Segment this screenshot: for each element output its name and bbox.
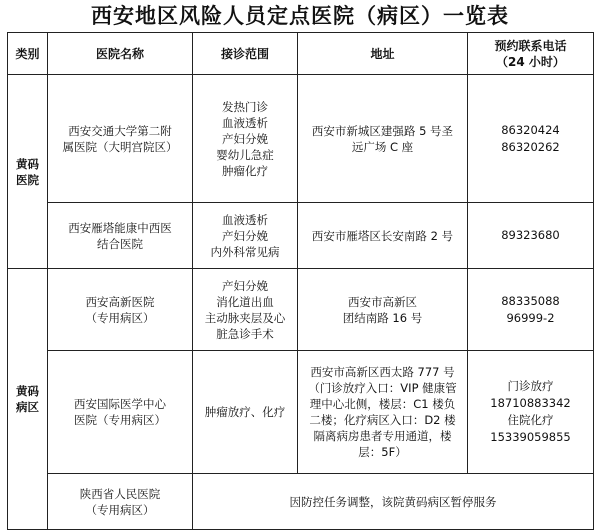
table-row [8, 203, 594, 269]
phone-cell [468, 75, 594, 203]
address-line: 远广场 C 座 [351, 139, 414, 154]
category-cell [8, 269, 48, 530]
hospital-name-line: 西安高新医院 [85, 294, 155, 309]
hospital-name-line: 陕西省人民医院 [79, 486, 161, 501]
header-scope: 接诊范围 [193, 33, 298, 75]
hospital-name-line: （专用病区） [85, 502, 155, 517]
address-line: 隔离病房患者专用通道，楼 [313, 429, 452, 443]
address-cell [298, 75, 468, 203]
header-phone-line1: 预约联系电话 [494, 38, 567, 53]
address-line: 团结南路 16 号 [342, 310, 423, 325]
scope-cell [193, 269, 298, 351]
phone-line: 15339059855 [490, 430, 571, 444]
notice-text: 因防控任务调整，该院黄码病区暂停服务 [289, 494, 497, 509]
scope-line: 内外科常见病 [210, 244, 280, 259]
address-line: 西安市高新区西太路 777 号 [310, 365, 455, 379]
phone-line: 86320424 [501, 122, 560, 137]
address-line: 西安市高新区 [348, 294, 417, 309]
address-line: 理中心北侧，楼层：C1 楼负 [309, 397, 456, 411]
scope-cell [193, 351, 298, 474]
address-line: （门诊放疗入口：VIP 健康管 [308, 381, 457, 395]
header-address: 地址 [298, 33, 468, 75]
header-phone-line2: （24 小时） [496, 54, 565, 69]
scope-line: 主动脉夹层及心 [204, 310, 286, 325]
scope-line: 婴幼儿急症 [216, 147, 274, 162]
scope-cell [193, 203, 298, 269]
scope-line: 产妇分娩 [222, 278, 268, 293]
header-row [8, 33, 594, 75]
scope-line: 产妇分娩 [222, 228, 268, 243]
hospital-name-line: 属医院（大明宫院区） [62, 139, 178, 154]
phone-cell [468, 269, 594, 351]
address-cell [298, 351, 468, 474]
phone-line: 88335088 [501, 293, 560, 308]
hospital-name-line: 西安交通大学第二附 [68, 123, 172, 138]
category-label: 病区 [16, 400, 39, 414]
phone-line: 86320262 [501, 139, 560, 154]
header-name: 医院名称 [48, 33, 193, 75]
hospital-name-cell [48, 203, 193, 269]
table-row [8, 474, 594, 530]
address-line: 西安市新城区建强路 5 号圣 [311, 123, 454, 138]
address-cell [298, 203, 468, 269]
address-line: 二楼；化疗病区入口：D2 楼 [309, 413, 456, 427]
table-row [8, 75, 594, 203]
scope-line: 肿瘤化疗 [222, 163, 268, 178]
hospital-name-cell [48, 351, 193, 474]
phone-line: 89323680 [501, 228, 560, 242]
hospital-name-cell [48, 75, 193, 203]
scope-line: 肿瘤放疗、化疗 [204, 405, 286, 419]
notice-cell [193, 474, 594, 530]
address-cell [298, 269, 468, 351]
hospital-name-cell [48, 269, 193, 351]
hospital-name-cell [48, 474, 193, 530]
category-label: 黄码 [16, 384, 39, 398]
scope-line: 消化道出血 [216, 294, 274, 309]
category-label: 医院 [16, 172, 39, 187]
table-row [8, 269, 594, 351]
address-line: 西安市雁塔区长安南路 2 号 [311, 228, 454, 243]
hospital-name-line: 结合医院 [97, 236, 143, 251]
hospital-name-line: （专用病区） [85, 310, 155, 325]
phone-line: 18710883342 [490, 396, 571, 410]
hospital-name-line: 西安国际医学中心 [74, 397, 166, 411]
header-category: 类别 [8, 33, 48, 75]
phone-line: 96999-2 [506, 310, 555, 325]
table-row [8, 351, 594, 474]
category-cell [8, 75, 48, 269]
phone-cell [468, 351, 594, 474]
address-line: 层：5F） [358, 445, 407, 459]
header-phone [468, 33, 594, 75]
hospital-name-line: 医院（专用病区） [74, 413, 166, 427]
phone-line: 门诊放疗 [507, 379, 554, 393]
hospital-name-line: 西安雁塔能康中西医 [68, 220, 172, 235]
category-label: 黄码 [16, 156, 39, 171]
page-title: 西安地区风险人员定点医院（病区）一览表 [91, 4, 509, 28]
scope-line: 产妇分娩 [222, 131, 268, 146]
scope-line: 发热门诊 [222, 99, 268, 114]
phone-cell [468, 203, 594, 269]
scope-cell [193, 75, 298, 203]
scope-line: 血液透析 [222, 212, 268, 227]
scope-line: 血液透析 [222, 115, 268, 130]
hospital-table [7, 32, 594, 530]
phone-line: 住院化疗 [507, 413, 554, 427]
scope-line: 脏急诊手术 [216, 326, 274, 341]
